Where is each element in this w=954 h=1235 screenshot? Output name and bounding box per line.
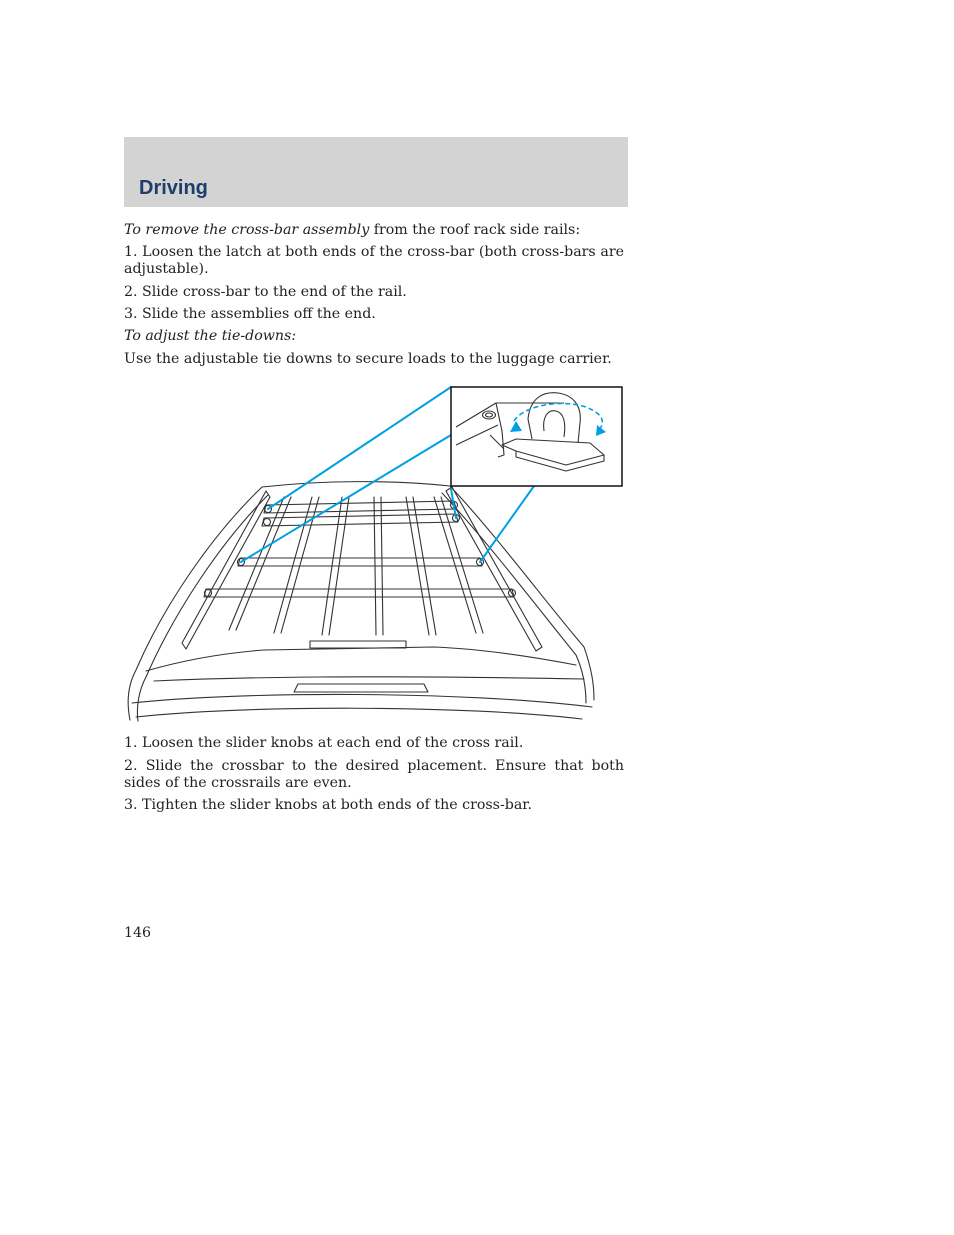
intro-italic: To remove the cross-bar assembly [124, 222, 370, 238]
right-side-rail [446, 487, 542, 651]
rear-cross-bar-1 [238, 558, 482, 566]
spoiler [310, 641, 406, 648]
adjust-step-1: 1. Loosen the slider knobs at each end of the cross rail. [124, 735, 524, 751]
roof-rack-illustration [124, 385, 624, 722]
remove-step-1: 1. Loosen the latch at both ends of the cross-bar (both cross-bars are adjustable). [124, 244, 624, 277]
intro-rest: from the roof rack side rails: [369, 222, 581, 238]
remove-step-3: 3. Slide the assemblies off the end. [124, 306, 376, 322]
callout-line-2 [241, 435, 451, 562]
remove-step-2: 2. Slide cross-bar to the end of the rail. [124, 284, 407, 300]
tiedown-text: Use the adjustable tie downs to secure loads to the luggage carrier. [124, 351, 612, 367]
front-cross-bar-1 [264, 501, 456, 513]
adjust-step-3: 3. Tighten the slider knobs at both ends of the cross-bar. [124, 797, 533, 813]
tiedown-heading: To adjust the tie-downs: [124, 328, 297, 344]
section-header [124, 137, 628, 207]
front-cross-bar-2 [262, 514, 458, 526]
detail-inset [451, 387, 622, 486]
intro-paragraph [124, 222, 624, 239]
section-title: Driving [139, 177, 208, 199]
left-side-rail [182, 491, 270, 649]
roof-rear-edge [146, 647, 576, 671]
page-number: 146 [124, 925, 152, 941]
callout-line-4 [480, 486, 534, 562]
adjust-step-2: 2. Slide the crossbar to the desired placement. Ensure that both sides of the crossrails are even. [124, 758, 624, 791]
rear-light-bar [294, 684, 428, 692]
